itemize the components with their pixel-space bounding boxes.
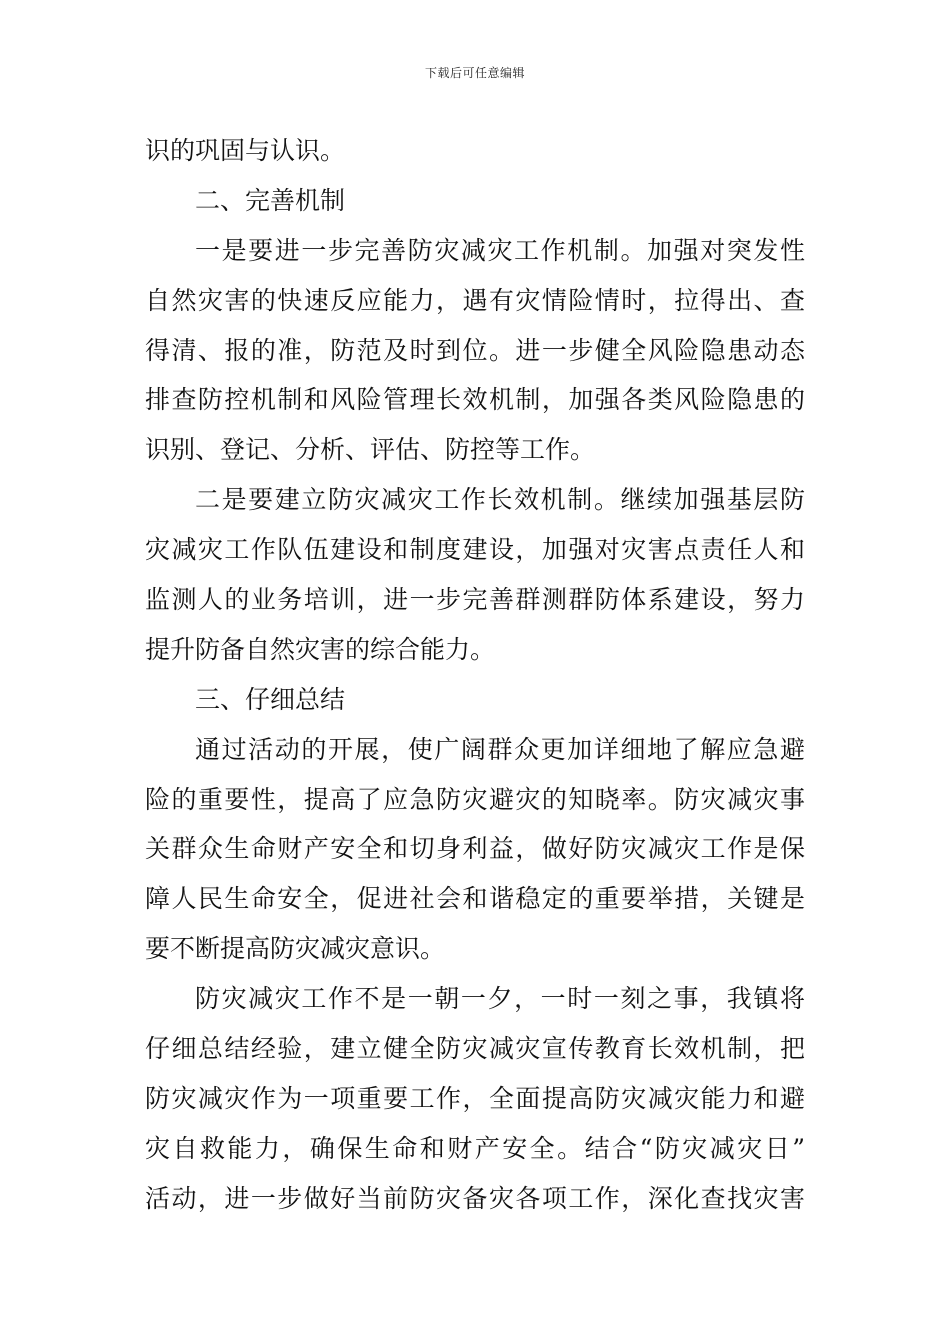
document-body xyxy=(145,126,805,1224)
page-header: 下载后可任意编辑 xyxy=(424,66,525,80)
text-line: 活动，进一步做好当前防灾备灾各项工作，深化查找灾害 xyxy=(145,1183,805,1213)
text-line: 得清、报的准，防范及时到位。进一步健全风险隐患动态 xyxy=(145,335,805,365)
text-line: 关群众生命财产安全和切身利益，做好防灾减灾工作是保 xyxy=(145,834,805,864)
text-line: 二是要建立防灾减灾工作长效机制。继续加强基层防 xyxy=(195,485,805,515)
text-line: 识的巩固与认识。 xyxy=(145,136,346,165)
text-line: 要不断提高防灾减灾意识。 xyxy=(145,934,446,964)
text-line: 监测人的业务培训，进一步完善群测群防体系建设，努力 xyxy=(145,585,805,615)
text-line: 提升防备自然灾害的综合能力。 xyxy=(145,634,496,664)
section-heading: 三、仔细总结 xyxy=(195,684,346,714)
text-line: 仔细总结经验，建立健全防灾减灾宣传教育长效机制，把 xyxy=(145,1034,805,1064)
text-line: 识别、登记、分析、评估、防控等工作。 xyxy=(145,435,596,465)
text-line: 防灾减灾作为一项重要工作，全面提高防灾减灾能力和避 xyxy=(145,1083,805,1113)
text-line: 障人民生命安全，促进社会和谐稳定的重要举措，关键是 xyxy=(145,884,805,914)
text-line: 防灾减灾工作不是一朝一夕，一时一刻之事，我镇将 xyxy=(195,984,805,1014)
text-line: 通过活动的开展，使广阔群众更加详细地了解应急避 xyxy=(195,734,805,764)
text-line: 排查防控机制和风险管理长效机制，加强各类风险隐患的 xyxy=(145,385,805,415)
text-line: 险的重要性，提高了应急防灾避灾的知晓率。防灾减灾事 xyxy=(145,784,805,814)
section-heading: 二、完善机制 xyxy=(195,185,346,215)
text-line: 灾减灾工作队伍建设和制度建设，加强对灾害点责任人和 xyxy=(145,535,805,565)
text-line: 灾自救能力，确保生命和财产安全。结合“防灾减灾日” xyxy=(145,1133,805,1163)
text-line: 一是要进一步完善防灾减灾工作机制。加强对突发性 xyxy=(195,235,805,265)
text-line: 自然灾害的快速反应能力，遇有灾情险情时，拉得出、查 xyxy=(145,285,805,315)
